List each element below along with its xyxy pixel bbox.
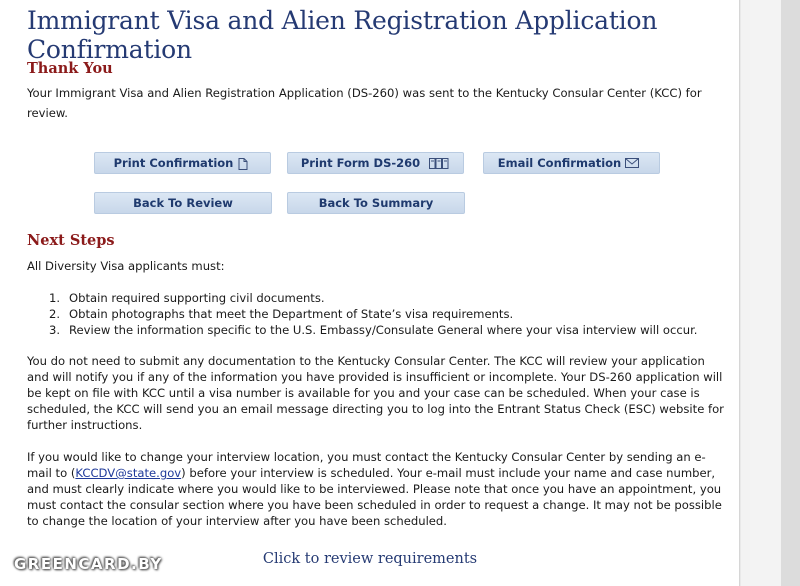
list-item: 1. Obtain required supporting civil documents.: [49, 291, 325, 305]
review-requirements-link[interactable]: Click to review requirements: [262, 551, 478, 567]
scroll-gutter: [741, 0, 800, 586]
list-item: 2. Obtain photographs that meet the Department of State’s visa requirements.: [49, 307, 514, 321]
next-steps-heading: Next Steps: [27, 232, 115, 249]
print-form-button[interactable]: [287, 152, 464, 174]
kcc-email-link[interactable]: KCCDV@state.gov: [75, 466, 182, 480]
print-confirmation-button[interactable]: [94, 152, 271, 174]
back-to-summary-button[interactable]: [287, 192, 465, 214]
scrollbar-track[interactable]: [781, 0, 800, 586]
back-to-review-button[interactable]: [94, 192, 272, 214]
back-to-review-label: Back To Review: [133, 196, 233, 210]
pages-icon: [429, 158, 449, 172]
page-title: Immigrant Visa and Alien Registration Application Confirmation: [27, 6, 658, 64]
document-icon: [238, 158, 248, 173]
email-confirmation-button[interactable]: [483, 152, 660, 174]
email-confirmation-label: Email Confirmation: [497, 156, 622, 170]
greencard-watermark: GREENCARD.BY: [14, 555, 163, 573]
change-location-paragraph: If you would like to change your interview location, you must contact the Kentucky Consular Center by sending an e-mail to (KCCDV@state.gov) before your interview is scheduled. Your e-mail must include your name and case number, and must clearly indicate where you would like to be interviewed. Please note that once you have an appointment, you must contact the consular section where you have been scheduled in order to request a change. It may not be possible to change the location of your interview after you have been scheduled.: [27, 450, 722, 528]
envelope-icon: [625, 158, 639, 171]
thank-you-text: Your Immigrant Visa and Alien Registration Application (DS-260) was sent to the Kentucky Consular Center (KCC) for review.: [27, 86, 702, 120]
back-to-summary-label: Back To Summary: [318, 196, 434, 210]
print-form-label: Print Form DS-260: [300, 156, 421, 170]
list-item: 3. Review the information specific to the U.S. Embassy/Consulate General where your visa interview will occur.: [49, 323, 698, 337]
next-steps-list: [49, 290, 697, 338]
thank-you-heading: Thank You: [27, 60, 113, 77]
kcc-review-paragraph: You do not need to submit any documentation to the Kentucky Consular Center. The KCC will review your application and will notify you if any of the information you have provided is insufficient or incomplete. Your DS-260 application will be kept on file with KCC until a visa number is available for you and your case can be scheduled. When your case is scheduled, the KCC will send you an email message directing you to log into the Entrant Status Check (ESC) website for further instructions.: [27, 354, 724, 432]
print-confirmation-label: Print Confirmation: [113, 156, 234, 170]
next-steps-intro: All Diversity Visa applicants must:: [27, 259, 225, 273]
